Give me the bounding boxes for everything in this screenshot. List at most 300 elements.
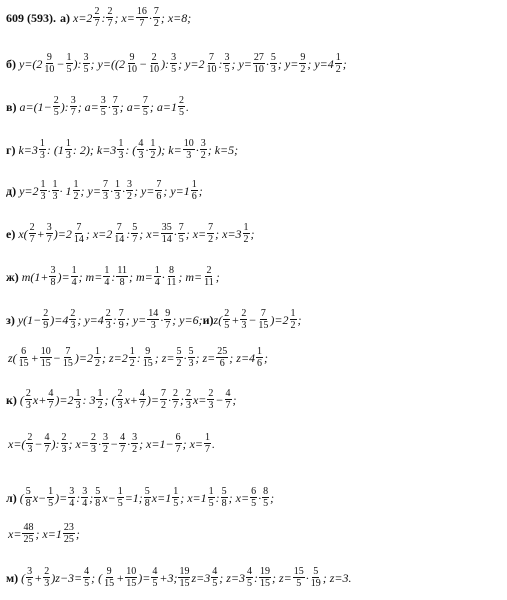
fraction (131, 222, 138, 245)
expression-text: − (34, 436, 43, 451)
expression-text: ; ( (104, 392, 116, 407)
denominator: 5 (173, 498, 179, 509)
expression-text: ; (215, 269, 220, 284)
denominator: 7 (165, 320, 171, 331)
denominator: 4 (69, 498, 75, 509)
expression-text: y=2 (19, 183, 39, 198)
fraction (22, 522, 34, 545)
numerator: 3 (132, 432, 138, 443)
expression-text: x= (8, 526, 22, 541)
expression-text: ; m= (78, 269, 103, 284)
expression-text: · (195, 142, 199, 157)
expression-text: ; z=3 (219, 570, 245, 585)
expression-text: : (1 (46, 142, 64, 157)
numerator: 2 (117, 388, 123, 399)
numerator: 35 (161, 222, 172, 233)
numerator: 2 (178, 95, 184, 106)
expression-text: m(1+ (21, 269, 49, 284)
expression-text: ; y=6; (172, 312, 203, 327)
expression-text: и) (202, 312, 214, 327)
expression-text: ; y= (80, 183, 101, 198)
numerator: 3 (200, 138, 206, 149)
fraction (81, 486, 88, 509)
denominator: 15 (126, 578, 137, 589)
denominator: 7 (132, 234, 138, 245)
fraction (170, 52, 177, 75)
expression-text: · (97, 436, 101, 451)
numerator: 3 (70, 95, 76, 106)
expression-text: ; m= (128, 269, 153, 284)
fraction (116, 388, 123, 411)
fraction (103, 265, 110, 288)
numerator: 7 (112, 95, 118, 106)
fraction (43, 566, 50, 589)
expression-text: : (136, 350, 141, 365)
denominator: 2 (208, 234, 214, 245)
fraction (153, 6, 160, 29)
expression-text: : (215, 490, 220, 505)
fraction (68, 486, 75, 509)
exercise-number: 609 (593). (6, 10, 56, 25)
fraction (205, 52, 217, 75)
numerator: 3 (102, 432, 108, 443)
denominator: 8 (50, 277, 56, 288)
fraction (25, 388, 32, 411)
numerator: 9 (165, 308, 171, 319)
denominator: 15 (62, 358, 73, 369)
denominator: 6 (219, 358, 225, 369)
numerator: 7 (156, 179, 162, 190)
solution-line-13 (8, 522, 503, 545)
denominator: 4 (82, 498, 88, 509)
fraction (62, 346, 74, 369)
item-label: м) (6, 570, 19, 585)
fraction (26, 432, 33, 455)
fraction (256, 346, 263, 369)
denominator: 14 (73, 234, 84, 245)
fraction (262, 486, 269, 509)
expression-text: · (47, 183, 51, 198)
numerator: 3 (46, 222, 52, 233)
fraction (25, 486, 32, 509)
expression-text: ; z=2 (101, 350, 128, 365)
denominator: 2 (290, 320, 296, 331)
expression-text: + (36, 226, 45, 241)
denominator: 19 (310, 578, 321, 589)
fraction (39, 138, 46, 161)
denominator: 2 (200, 150, 206, 161)
denominator: 3 (138, 150, 144, 161)
expression-text: ; (232, 392, 237, 407)
denominator: 7 (46, 234, 52, 245)
expression-text: · (183, 350, 187, 365)
expression-text: · (145, 142, 149, 157)
expression-text: x+ (32, 392, 47, 407)
fraction (102, 432, 109, 455)
fraction (129, 346, 136, 369)
numerator: 8 (169, 265, 175, 276)
numerator: 3 (224, 52, 230, 63)
item-label: б) (6, 56, 16, 71)
expression-text: ( (19, 490, 24, 505)
expression-text: ): (161, 56, 170, 71)
numerator: 7 (260, 308, 266, 319)
fraction (63, 522, 75, 545)
numerator: 3 (27, 566, 33, 577)
expression-text: . (212, 436, 216, 451)
numerator: 5 (270, 52, 276, 63)
expression-text: ; z= (272, 570, 292, 585)
expression-text: ; y= (231, 56, 252, 71)
fraction (90, 432, 97, 455)
denominator: 2 (126, 191, 132, 202)
fraction (40, 346, 52, 369)
fraction (100, 95, 107, 118)
solution-line-7 (6, 265, 503, 288)
numerator: 27 (253, 52, 264, 63)
numerator: 10 (183, 138, 194, 149)
denominator: 7 (48, 400, 54, 411)
denominator: 3 (117, 400, 123, 411)
denominator: 3 (90, 444, 96, 455)
fraction (176, 346, 183, 369)
expression-text: : (126, 226, 131, 241)
denominator: 7 (120, 444, 126, 455)
solution-line-12 (6, 486, 503, 509)
numerator: 1 (335, 52, 341, 63)
denominator: 5 (117, 498, 123, 509)
fraction (96, 388, 103, 411)
numerator: 19 (179, 566, 190, 577)
expression-text: · (305, 570, 309, 585)
expression-text: ; a=1 (149, 99, 177, 114)
fraction (211, 566, 218, 589)
numerator: 1 (66, 52, 72, 63)
fraction (166, 265, 178, 288)
fraction (147, 308, 159, 331)
expression-text: ; a= (77, 99, 99, 114)
expression-text: · (127, 436, 131, 451)
numerator: 19 (260, 566, 270, 577)
fraction (223, 308, 230, 331)
numerator: 7 (160, 388, 166, 399)
fraction (105, 308, 112, 331)
fraction (154, 265, 161, 288)
denominator: 4 (71, 277, 77, 288)
fraction (155, 179, 162, 202)
fraction (139, 388, 146, 411)
fraction (178, 566, 190, 589)
numerator: 1 (71, 265, 77, 276)
expression-text: ; a= (119, 99, 141, 114)
expression-text: : (76, 490, 81, 505)
denominator: 5 (53, 107, 59, 118)
denominator: 5 (66, 64, 72, 75)
numerator: 4 (44, 432, 50, 443)
denominator: 3 (112, 107, 118, 118)
expression-text: : (254, 570, 258, 585)
expression-text: : 2); k=3 (72, 142, 117, 157)
fraction (200, 138, 207, 161)
numerator: 2 (105, 308, 111, 319)
fraction (65, 138, 72, 161)
expression-text: − (248, 312, 257, 327)
denominator: 7 (29, 234, 35, 245)
fraction (94, 346, 101, 369)
denominator: 25 (63, 534, 74, 545)
expression-text: )=2 (55, 392, 74, 407)
solution-line-11 (8, 432, 503, 455)
numerator: 2 (241, 308, 247, 319)
denominator: 10 (253, 64, 264, 75)
fraction (164, 308, 171, 331)
denominator: 5 (247, 578, 252, 589)
fraction (178, 222, 185, 245)
denominator: 2 (97, 400, 103, 411)
denominator: 2 (335, 64, 341, 75)
denominator: 15 (142, 358, 153, 369)
numerator: 3 (126, 179, 132, 190)
numerator: 2 (70, 308, 76, 319)
denominator: 5 (84, 578, 90, 589)
numerator: 1 (118, 138, 124, 149)
numerator: 7 (102, 179, 108, 190)
expression-text: − (138, 56, 148, 71)
fraction (71, 265, 78, 288)
numerator: 2 (43, 308, 49, 319)
denominator: 3 (44, 578, 50, 589)
expression-text: x+ (124, 392, 138, 407)
expression-text: − (56, 56, 65, 71)
fraction (117, 486, 124, 509)
expression-text: · (109, 183, 113, 198)
denominator: 9 (43, 320, 49, 331)
expression-text: + (231, 312, 240, 327)
denominator: 2 (150, 150, 156, 161)
numerator: 9 (300, 52, 306, 63)
fraction (102, 179, 109, 202)
fraction (66, 52, 73, 75)
denominator: 8 (221, 498, 227, 509)
fraction (148, 52, 160, 75)
solution-line-5 (6, 179, 503, 202)
numerator: 2 (206, 265, 212, 276)
expression-text: )= (55, 490, 68, 505)
item-label: ж) (6, 269, 19, 284)
denominator: 4 (154, 277, 160, 288)
expression-text: x= (192, 392, 207, 407)
numerator: 4 (84, 566, 90, 577)
numerator: 4 (138, 138, 144, 149)
denominator: 8 (144, 498, 150, 509)
denominator: 7 (94, 18, 100, 29)
denominator: 11 (166, 277, 177, 288)
expression-text: ; x=1− (139, 436, 174, 451)
expression-text: )z−3= (51, 570, 83, 585)
fraction (175, 432, 182, 455)
fraction (69, 308, 76, 331)
numerator: 1 (52, 179, 58, 190)
denominator: 3 (270, 64, 276, 75)
denominator: 3 (185, 400, 191, 411)
denominator: 8 (95, 498, 101, 509)
numerator: 2 (90, 432, 96, 443)
expression-text: ; y=1 (163, 183, 190, 198)
fraction (70, 95, 77, 118)
fraction (257, 308, 269, 331)
item-label: а) (60, 10, 70, 25)
denominator: 7 (44, 444, 50, 455)
expression-text: ; y=2 (178, 56, 205, 71)
fraction (118, 308, 125, 331)
denominator: 14 (114, 234, 125, 245)
solution-line-9 (8, 346, 503, 369)
expression-text: · (148, 10, 152, 25)
fraction (114, 179, 121, 202)
fraction (290, 308, 297, 331)
numerator: 2 (208, 388, 214, 399)
fraction (117, 138, 124, 161)
expression-text: ( (21, 570, 26, 585)
expression-text: ; x=8; (160, 10, 192, 25)
denominator: 5 (212, 578, 218, 589)
numerator: 1 (114, 179, 120, 190)
denominator: 3 (102, 191, 108, 202)
fraction (94, 486, 101, 509)
numerator: 10 (126, 566, 137, 577)
fraction (161, 222, 173, 245)
numerator: 1 (48, 486, 54, 497)
expression-text: ; k=5; (207, 142, 239, 157)
solution-line-14 (6, 566, 503, 589)
numerator: 4 (120, 432, 126, 443)
numerator: 9 (106, 566, 112, 577)
numerator: 2 (151, 52, 157, 63)
denominator: 5 (83, 64, 89, 75)
numerator: 3 (82, 486, 88, 497)
expression-text: x− (102, 490, 116, 505)
fraction (106, 6, 113, 29)
fraction (47, 486, 54, 509)
fraction (207, 388, 214, 411)
expression-text: ; (264, 350, 269, 365)
expression-text: ; (75, 526, 80, 541)
denominator: 9 (118, 320, 124, 331)
numerator: 4 (139, 388, 145, 399)
expression-text: ; (89, 490, 94, 505)
numerator: 10 (40, 346, 51, 357)
numerator: 5 (313, 566, 319, 577)
denominator: 5 (208, 498, 214, 509)
denominator: 10 (149, 64, 160, 75)
fraction (208, 486, 215, 509)
numerator: 1 (205, 432, 211, 443)
fraction (253, 52, 265, 75)
numerator: 5 (95, 486, 101, 497)
numerator: 4 (152, 566, 158, 577)
fraction (270, 52, 277, 75)
numerator: 3 (83, 52, 89, 63)
denominator: 2 (129, 358, 135, 369)
expression-text: )= (138, 570, 151, 585)
denominator: 3 (114, 191, 120, 202)
denominator: 7 (139, 400, 145, 411)
denominator: 3 (61, 444, 67, 455)
expression-text: · (258, 490, 262, 505)
numerator: 3 (171, 52, 177, 63)
item-label: е) (6, 226, 16, 241)
numerator: 2 (185, 388, 191, 399)
numerator: 5 (221, 486, 227, 497)
expression-text: )=2 (53, 226, 72, 241)
fraction (46, 222, 53, 245)
expression-text: ); k= (157, 142, 182, 157)
denominator: 8 (25, 498, 31, 509)
fraction (160, 388, 167, 411)
denominator: 2 (132, 444, 138, 455)
expression-text: + (34, 570, 43, 585)
fraction (142, 95, 149, 118)
numerator: 1 (75, 388, 81, 399)
denominator: 7 (139, 18, 145, 29)
numerator: 1 (154, 265, 160, 276)
fraction (310, 566, 322, 589)
fraction (142, 346, 154, 369)
denominator: 3 (188, 358, 194, 369)
item-label: в) (6, 99, 17, 114)
expression-text: ; m= (178, 269, 203, 284)
numerator: 9 (145, 346, 151, 357)
fraction (49, 265, 56, 288)
numerator: 3 (100, 95, 106, 106)
fraction (203, 265, 215, 288)
solution-line-3 (6, 95, 503, 118)
denominator: 3 (208, 400, 214, 411)
numerator: 2 (29, 222, 35, 233)
numerator: 9 (46, 52, 52, 63)
denominator: 2 (94, 358, 100, 369)
expression-text: · (107, 99, 111, 114)
fraction (126, 179, 133, 202)
denominator: 5 (152, 578, 158, 589)
denominator: 7 (107, 18, 113, 29)
expression-text: + (30, 350, 39, 365)
expression-text: x( (18, 226, 28, 241)
expression-text: )= (146, 392, 159, 407)
fraction (216, 346, 228, 369)
denominator: 5 (100, 107, 106, 118)
denominator: 25 (23, 534, 34, 545)
fraction (299, 52, 306, 75)
fraction (259, 566, 271, 589)
fraction (225, 388, 232, 411)
denominator: 2 (300, 64, 306, 75)
fraction (131, 432, 138, 455)
expression-text: ; (198, 183, 203, 198)
expression-text: ): (73, 56, 82, 71)
fraction (246, 566, 253, 589)
numerator: 7 (153, 6, 159, 17)
numerator: 6 (251, 486, 257, 497)
denominator: 8 (119, 277, 125, 288)
expression-text: ; y= (125, 312, 147, 327)
fraction (185, 388, 192, 411)
numerator: 1 (97, 388, 103, 399)
expression-text: ; x=1 (180, 490, 207, 505)
denominator: 4 (104, 277, 110, 288)
expression-text: ): (51, 436, 60, 451)
expression-text: )= (57, 269, 70, 284)
